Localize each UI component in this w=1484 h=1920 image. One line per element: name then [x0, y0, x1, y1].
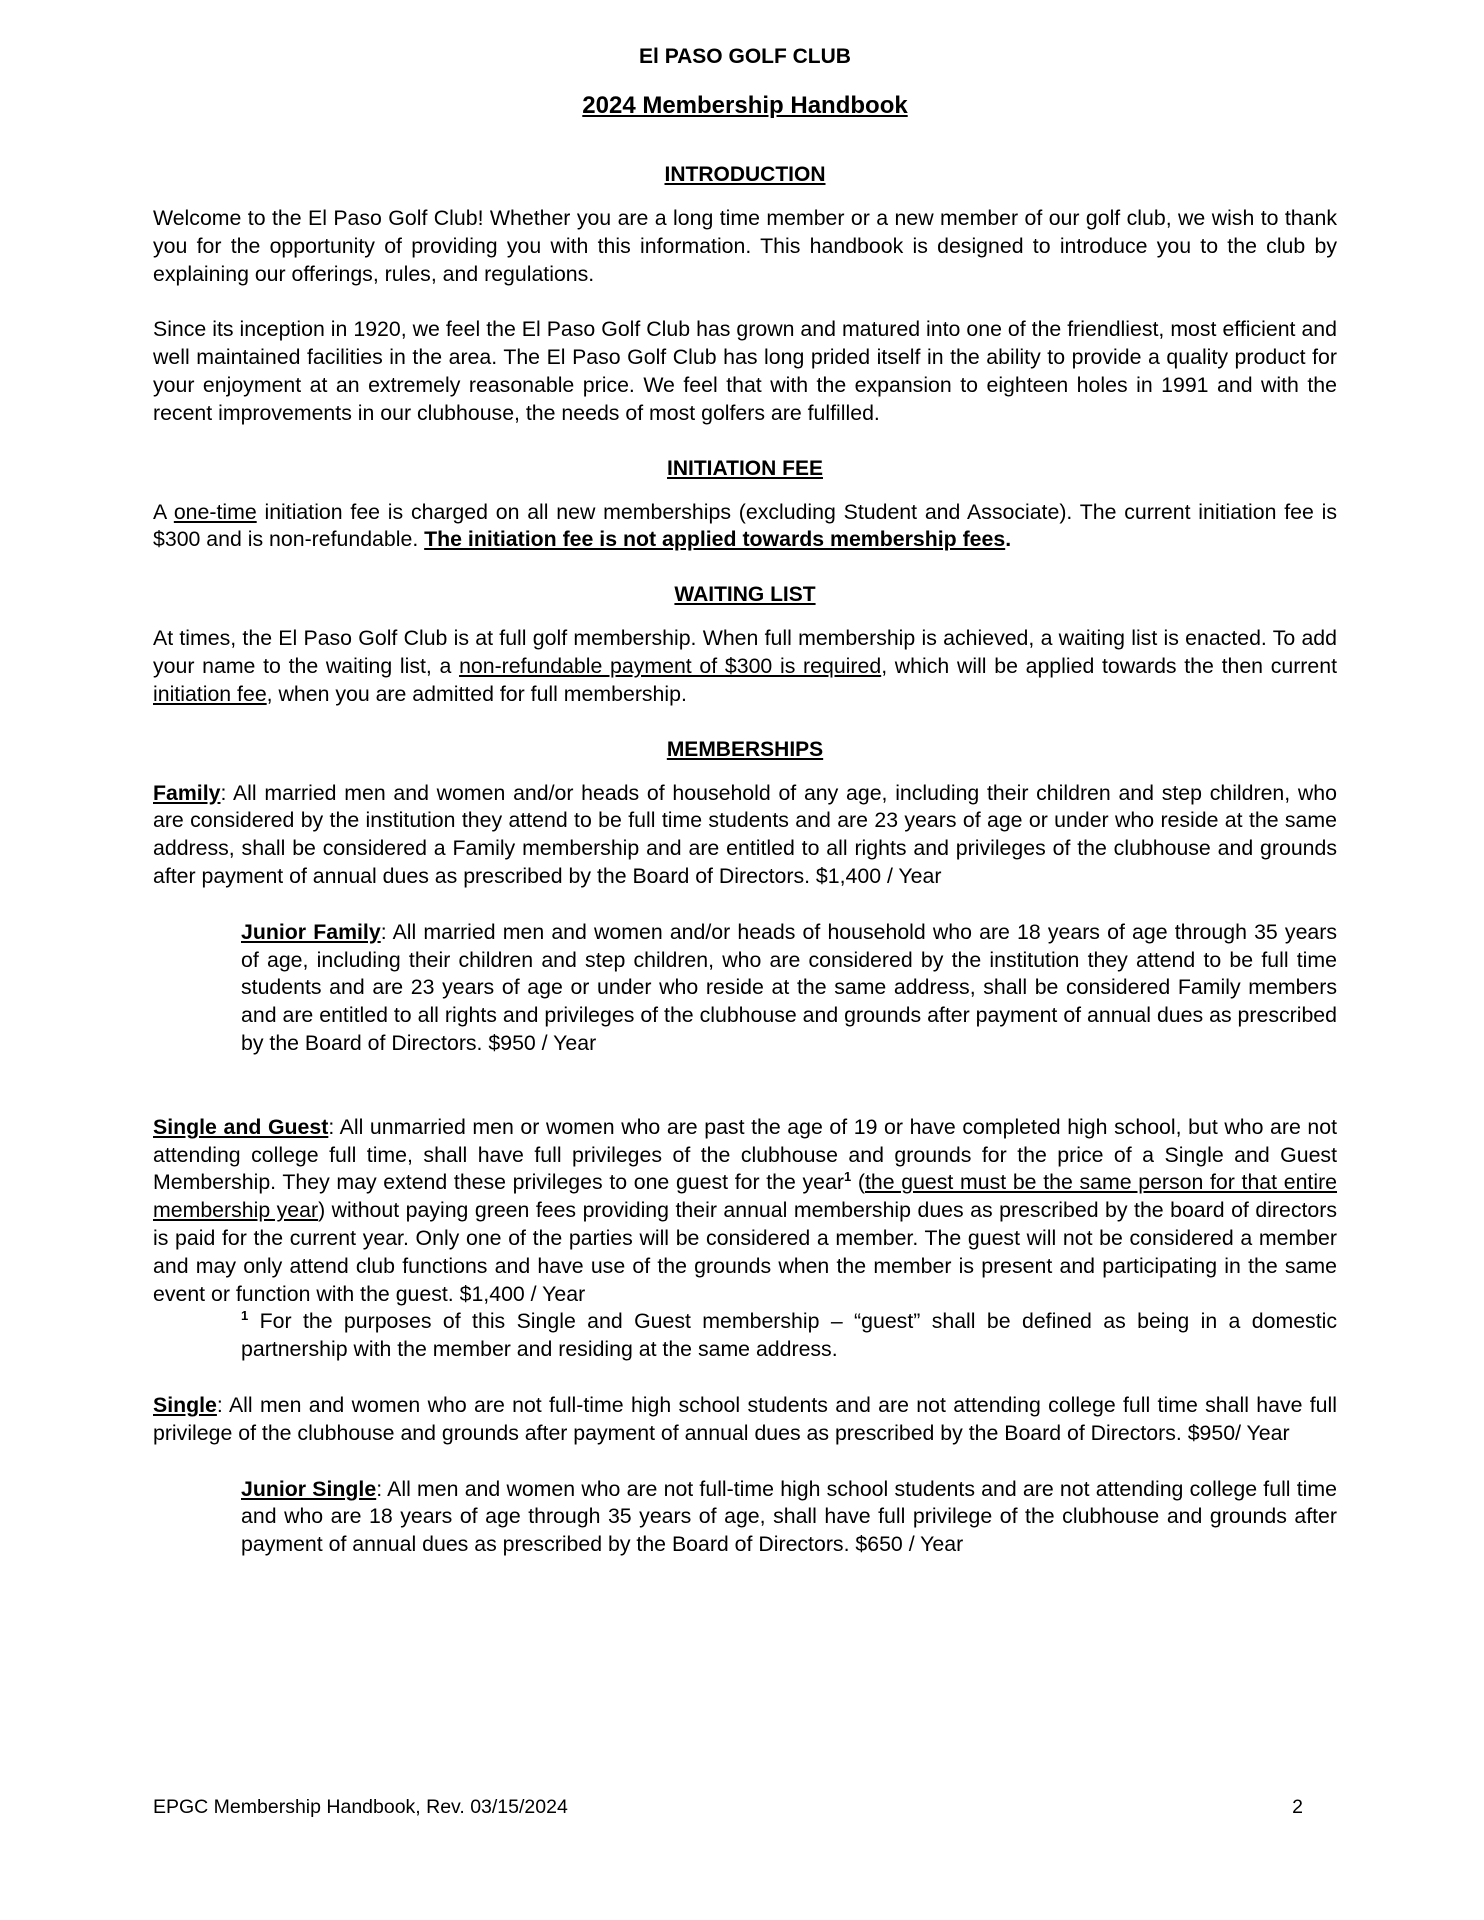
- introduction-paragraph-1: Welcome to the El Paso Golf Club! Whether you are a long time member or a new member of our golf club, we wish to thank you for the opportunity of providing you with this information. This handbook is designed to introduce you to the club by explaining our offerings, rules, and regulations.: [153, 206, 1337, 286]
- footnote-reference: 1: [843, 1169, 852, 1185]
- page-number: 2: [1292, 1796, 1303, 1818]
- single-and-guest-footnote: $^1$ For the purposes of this Single and Guest membership – “guest” shall be defined as being in a domestic partnership with the member and residing at the same address.: [241, 1308, 1337, 1362]
- initiation-fee-paragraph: A one-time initiation fee is charged on all new memberships (excluding Student and Associate). The current initiation fee is $300 and is non-refundable. The initiation fee is not applied towards membership fees.: [153, 499, 1337, 552]
- introduction-paragraph-2: Since its inception in 1920, we feel the El Paso Golf Club has grown and matured into one of the friendliest, most efficient and well maintained facilities in the area. The El Paso Golf Club has long prided itself in the ability to provide a quality product for your enjoyment at an extremely reasonable price. We feel that with the expansion to eighteen holes in 1991 and with the recent improvements in our clubhouse, the needs of most golfers are fulfilled.: [153, 317, 1337, 425]
- club-name: El PASO GOLF CLUB: [639, 45, 851, 68]
- single-and-guest-label: Single and Guest: [153, 1114, 329, 1139]
- initiation-fee-heading: INITIATION FEE: [667, 456, 823, 480]
- junior-family-membership: Junior Family: All married men and women and/or heads of household who are 18 years of age through 35 years of age, including their children and step children, who are considered by the institution they attend to be full time students and are 23 years of age or under who reside at the same address, shall be considered Family members and are entitled to all rights and privileges of the clubhouse and grounds after payment of annual dues as prescribed by the Board of Directors. $950 / Year: [241, 919, 1337, 1055]
- single-membership: Single: All men and women who are not full-time high school students and are not attending college full time shall have full privilege of the clubhouse and grounds after payment of annual dues as prescribed by the Board of Directors. $950/ Year: [153, 1392, 1337, 1445]
- introduction-heading: INTRODUCTION: [664, 163, 826, 186]
- initiation-fee-emphasis: initiation fee: [153, 681, 267, 706]
- single-label: Single: [153, 1392, 217, 1417]
- family-membership: Family: All married men and women and/or heads of household of any age, including their children and step children, who are considered by the institution they attend to be full time students and are 23 years of age or under who reside at the same address, shall be considered a Family membership and are entitled to all rights and privileges of the clubhouse and grounds after payment of annual dues as prescribed by the Board of Directors. $1,400 / Year: [153, 780, 1337, 888]
- page-title: 2024 Membership Handbook: [582, 92, 908, 119]
- single-and-guest-membership: Single and Guest: All unmarried men or women who are past the age of 19 or have completed high school, but who are not attending college full time, shall have full privileges of the clubhouse and grounds for the price of a Single and Guest Membership. They may extend these privileges to one guest for the year$^1$ (the guest must be the same person for that entire membership year) without paying green fees providing their annual membership dues as prescribed by the board of directors is paid for the current year. Only one of the parties will be considered a member. The guest will not be considered a member and may only attend club functions and have use of the grounds when the member is present and participating in the same event or function with the guest. $1,400 / Year: [153, 1114, 1338, 1306]
- junior-single-label: Junior Single: [241, 1476, 377, 1501]
- one-time-emphasis: one-time: [173, 499, 257, 524]
- waiting-list-heading: WAITING LIST: [674, 583, 816, 607]
- junior-single-membership: Junior Single: All men and women who are not full-time high school students and are not attending college full time and who are 18 years of age through 35 years of age, shall have full privilege of the clubhouse and grounds after payment of annual dues as prescribed by the Board of Directors. $650 / Year: [241, 1476, 1337, 1557]
- page-footer: [153, 1796, 1303, 1819]
- initiation-fee-notice: The initiation fee is not applied towards membership fees: [424, 527, 1006, 552]
- memberships-heading: MEMBERSHIPS: [666, 737, 824, 761]
- document-page: [153, 44, 1337, 1559]
- waiting-list-payment-emphasis: non-refundable payment of $300 is required: [459, 653, 882, 678]
- footnote-marker: 1: [241, 1308, 249, 1324]
- waiting-list-paragraph: At times, the El Paso Golf Club is at full golf membership. When full membership is achieved, a waiting list is enacted. To add your name to the waiting list, a non-refundable payment of $300 is required, which will be applied towards the then current initiation fee, when you are admitted for full membership.: [153, 626, 1338, 706]
- junior-family-label: Junior Family: [241, 919, 381, 944]
- footer-revision: EPGC Membership Handbook, Rev. 03/15/2024: [153, 1796, 568, 1818]
- family-label: Family: [153, 780, 221, 805]
- guest-rule-emphasis: the guest must be the same person for that entire membership year: [153, 1170, 1338, 1223]
